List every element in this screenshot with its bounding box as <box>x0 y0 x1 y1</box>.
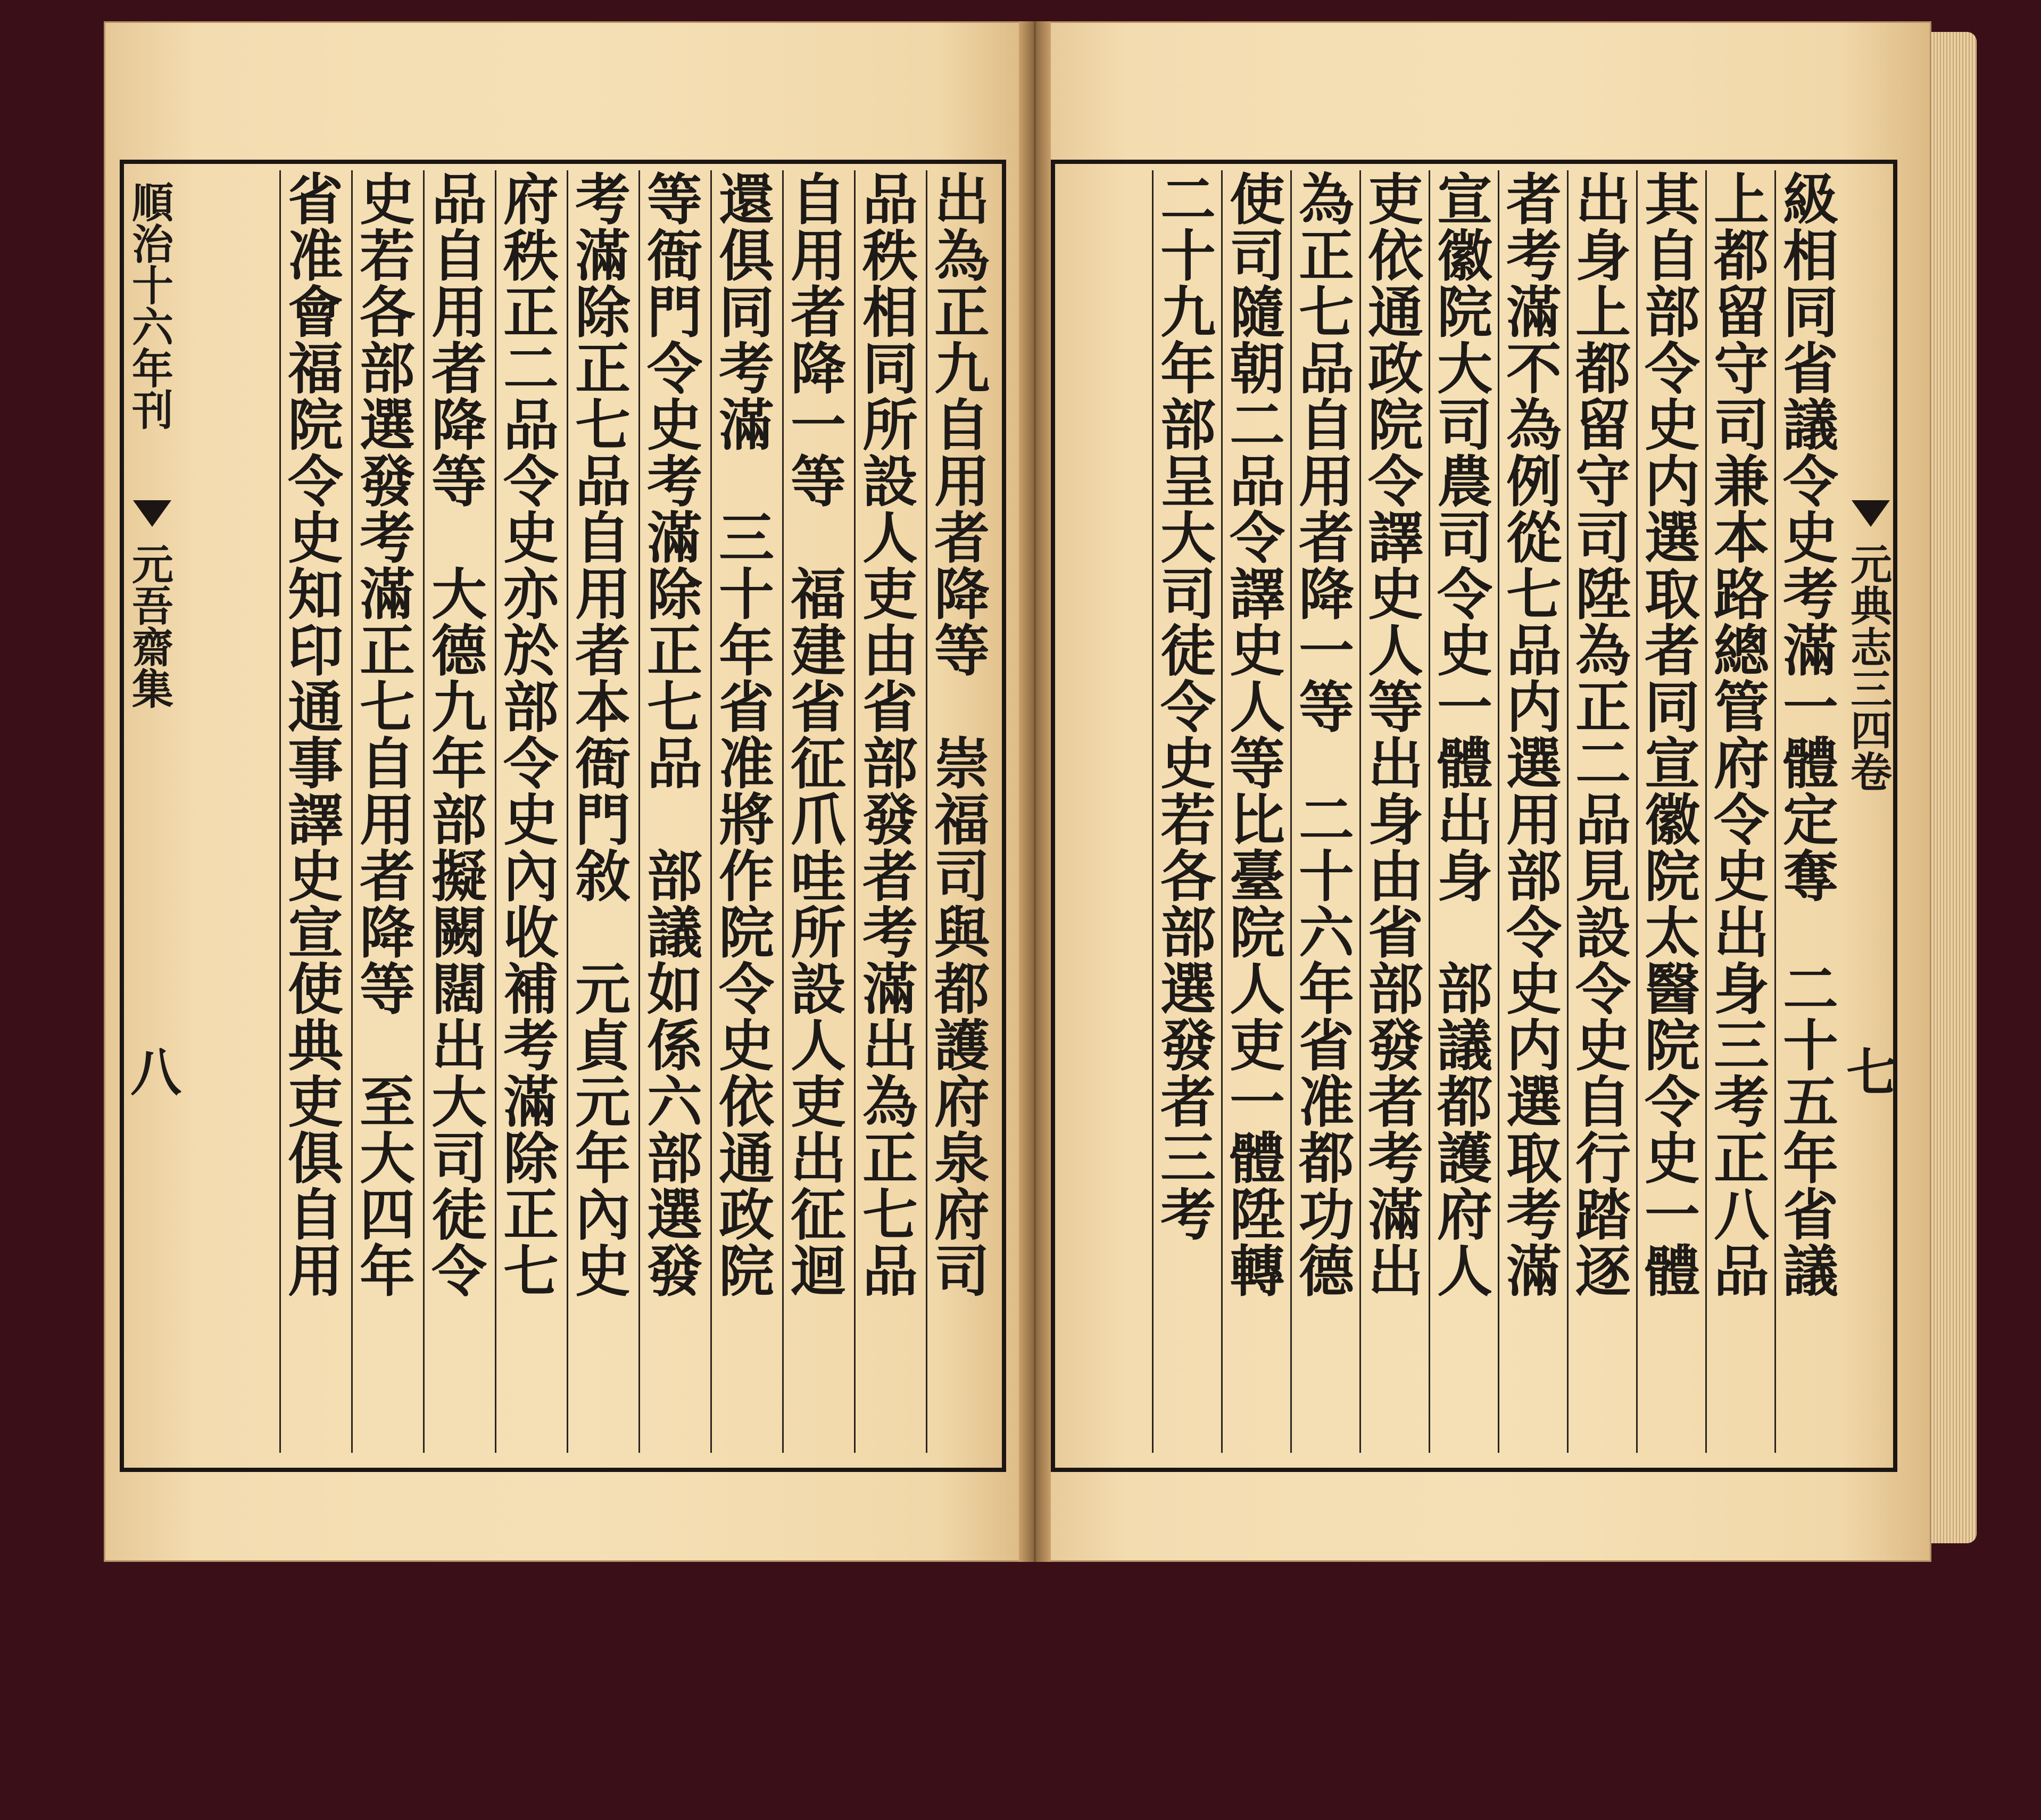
right-column-2: 上都留守司兼本路總管府令史出身三考正八品 <box>1705 170 1766 1453</box>
right-column-4: 出身上都留守司陞為正二品見設令史自行踏逐 <box>1567 170 1628 1453</box>
left-column-10: 省准會福院令史知印通事譯史宣使典吏俱自用 <box>279 170 341 1453</box>
left-margin-title: 元吾齋集 <box>125 543 173 709</box>
fish-tail-mark <box>133 500 171 527</box>
right-margin-title: 元典志三四卷 <box>1844 543 1892 792</box>
right-page-number: 七 <box>1846 1043 1897 1103</box>
left-column-2: 品秩相同所設人吏由省部發者考滿出為正七品 <box>854 170 915 1453</box>
right-column-7: 吏依通政院令譯史人等出身由省部發者考滿出 <box>1359 170 1421 1453</box>
left-column-5: 等衙門令史考滿除正七品 部議如係六部選發 <box>638 170 700 1453</box>
left-column-1: 出為正九自用者降等 崇福司與都護府泉府司 <box>926 170 987 1453</box>
left-page-number: 八 <box>130 1043 181 1103</box>
left-column-8: 品自用者降等 大德九年部擬闕闊出大司徒令 <box>423 170 484 1453</box>
right-column-1: 級相同省議令史考滿一體定奪 二十五年省議 <box>1774 170 1836 1453</box>
left-column-9: 史若各部選發考滿正七自用者降等 至大四年 <box>351 170 412 1453</box>
page-edges <box>1931 32 1977 1543</box>
right-column-8: 為正七品自用者降一等 二十六年省准都功德 <box>1290 170 1351 1453</box>
right-column-6: 宣徽院大司農司令史一體出身 部議都護府人 <box>1429 170 1490 1453</box>
right-column-10: 二十九年部呈大司徒令史若各部選發者三考 <box>1152 170 1213 1453</box>
right-column-5: 者考滿不為例從七品内選用部令史内選取考滿 <box>1498 170 1559 1453</box>
left-column-7: 府秩正二品令史亦於部令史內收補考滿除正七 <box>495 170 556 1453</box>
left-margin-label: 順治十六年刊 <box>125 181 173 430</box>
fish-tail-mark-right <box>1852 500 1890 527</box>
right-column-9: 使司隨朝二品令譯史人等比臺院人吏一體陞轉 <box>1221 170 1282 1453</box>
left-column-6: 考滿除正七品自用者本衙門敘 元貞元年內史 <box>567 170 628 1453</box>
right-column-3: 其自部令史内選取者同宣徽院太醫院令史一體 <box>1636 170 1697 1453</box>
left-column-3: 自用者降一等 福建省征爪哇所設人吏出征迴 <box>782 170 843 1453</box>
left-column-4: 還俱同考滿 三十年省准將作院令史依通政院 <box>710 170 771 1453</box>
book-gutter <box>1019 21 1051 1562</box>
